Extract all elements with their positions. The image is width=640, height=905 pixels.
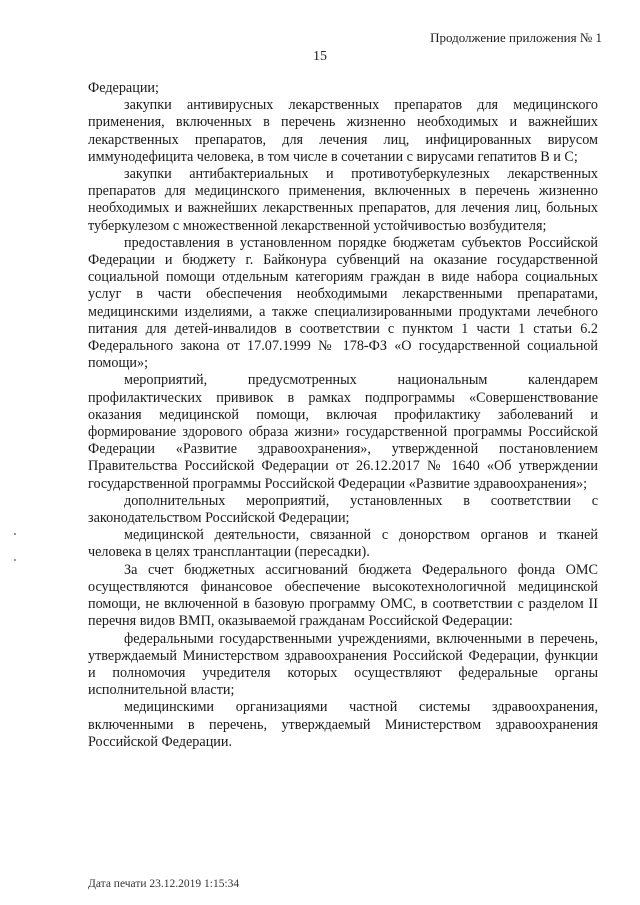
paragraph-antibacterial-purchases: закупки антибактериальных и противотуберкулезных лекарственных препаратов для медицинского применения, включенных в перечень жизненно необходимых и важнейших лекарственных препаратов, для лечения лиц, больных туберкулезом с множественной лекарственной устойчивостью возбудителя; <box>88 166 598 234</box>
paragraph-continuation: Федерации; <box>88 80 159 96</box>
paragraph-subventions: предоставления в установленном порядке бюджетам субъектов Российской Федерации и бюджету г. Байконура субвенций на оказание государственной социальной помощи отдельным категориям граждан в виде набора социальных услуг в части обеспечения необходимыми лекарственными препаратами, медицинскими изделиями, а также специализированными продуктами лечебного питания для детей-инвалидов в соответствии с пунктом 1 части 1 статьи 6.2 Федерального закона от 17.07.1999 № 178-ФЗ «О государственной социальной помощи»; <box>88 234 598 372</box>
scan-artifact-mark <box>14 533 16 535</box>
paragraph-federal-fund-vmp: За счет бюджетных ассигнований бюджета Федерального фонда ОМС осуществляются финансовое обеспечение высокотехнологичной медицинской помощи, не включенной в базовую программу ОМС, в соответствии с разделом II перечня видов ВМП, оказываемой гражданам Российской Федерации: <box>88 561 598 630</box>
paragraph-private-organizations: медицинскими организациями частной системы здравоохранения, включенными в перечень, утверждаемый Министерством здравоохранения Российской Федерации. <box>88 699 598 750</box>
document-body <box>88 80 598 751</box>
paragraph-additional-measures: дополнительных мероприятий, установленных в соответствии с законодательством Российской Федерации; <box>88 492 598 527</box>
scan-artifact-mark <box>14 559 16 561</box>
print-date-footer: Дата печати 23.12.2019 1:15:34 <box>88 878 240 890</box>
paragraph-federal-institutions: федеральными государственными учреждениями, включенными в перечень, утверждаемый Министерством здравоохранения Российской Федерации, функции и полномочия учредителя которых осуществляют федеральные органы исполнительной власти; <box>88 630 598 699</box>
paragraph-vaccination-calendar: мероприятий, предусмотренных национальным календарем профилактических прививок в рамках подпрограммы «Совершенствование оказания медицинской помощи, включая профилактику заболеваний и формирование здорового образа жизни» государственной программы Российской Федерации «Развитие здравоохранения», утвержденной постановлением Правительства Российской Федерации от 26.12.2017 № 1640 «Об утверждении государственной программы Российской Федерации «Развитие здравоохранения»; <box>88 372 598 492</box>
paragraph-antiviral-purchases: закупки антивирусных лекарственных препаратов для медицинского применения, включенных в перечень жизненно необходимых и важнейших лекарственных препаратов, для лечения лиц, инфицированных вирусом иммунодефицита человека, в том числе в сочетании с вирусами гепатитов В и С; <box>88 97 598 165</box>
paragraph-organ-donation: медицинской деятельности, связанной с донорством органов и тканей человека в целях трансплантации (пересадки). <box>88 527 598 561</box>
appendix-continuation-note: Продолжение приложения № 1 <box>430 30 602 45</box>
page-number: 15 <box>313 49 327 64</box>
